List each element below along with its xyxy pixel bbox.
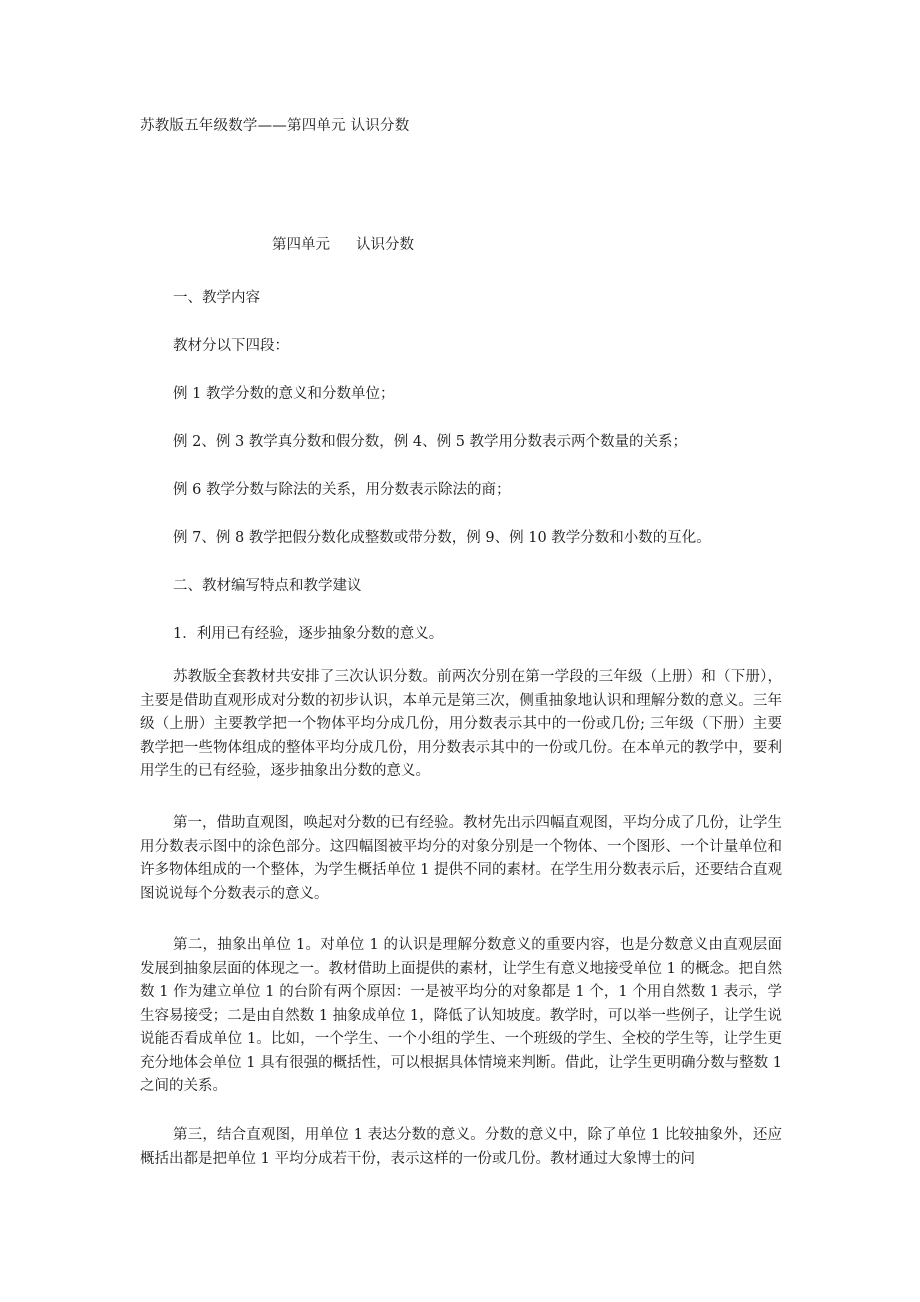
text-line: 例 6 教学分数与除法的关系，用分数表示除法的商；: [173, 482, 511, 498]
text-line: 教材分以下四段：: [173, 338, 289, 354]
section-heading-content: 一、教学内容: [173, 290, 260, 306]
paragraph: 第二，抽象出单位 1。对单位 1 的认识是理解分数意义的重要内容，也是分数意义由直观层面发展到抽象层面的体现之一。教材借助上面提供的素材，让学生有意义地接受单位 1 的概念。把自然数 1 作为建立单位 1 的台阶有两个原因：一是被平均分的对象都是 1 个，1 个用自然数 1 表示，学生容易接受；二是由自然数 1 抽象成单位 1，降低了认知坡度。教学时，可以举一些例子，让学生说说能否看成单位 1。比如，一个学生、一个小组的学生、一个班级的学生、全校的学生等，让学生更充分地体会单位 1 具有很强的概括性，可以根据具体情境来判断。借此，让学生更明确分数与整数 1 之间的关系。: [140, 937, 782, 1094]
unit-number: 第四单元: [272, 237, 330, 253]
unit-title: [272, 233, 414, 254]
document-header: 苏教版五年级数学——第四单元 认识分数: [140, 118, 410, 134]
text-line: 例 1 教学分数的意义和分数单位；: [173, 386, 395, 402]
subsection-heading: 1．利用已有经验，逐步抽象分数的意义。: [173, 626, 444, 642]
paragraph: 苏教版全套教材共安排了三次认识分数。前两次分别在第一学段的三年级（上册）和（下册），主要是借助直观形成对分数的初步认识，本单元是第三次，侧重抽象地认识和理解分数的意义。三年级（上册）主要教学把一个物体平均分成几份，用分数表示其中的一份或几份; 三年级（下册）主要教学把一些物体组成的整体平均分成几份，用分数表示其中的一份或几份。在本单元的教学中，要利用学生的已有经验，逐步抽象出分数的意义。: [140, 669, 782, 779]
paragraph: 第一，借助直观图，唤起对分数的已有经验。教材先出示四幅直观图，平均分成了几份，让学生用分数表示图中的涂色部分。这四幅图被平均分的对象分别是一个物体、一个图形、一个计量单位和许多物体组成的一个整体，为学生概括单位 1 提供不同的素材。在学生用分数表示后，还要结合直观图说说每个分数表示的意义。: [140, 815, 782, 902]
unit-topic: 认识分数: [356, 237, 414, 253]
text-line: 例 7、例 8 教学把假分数化成整数或带分数，例 9、例 10 教学分数和小数的互化。: [173, 530, 711, 546]
text-line: 例 2、例 3 教学真分数和假分数，例 4、例 5 教学用分数表示两个数量的关系；: [173, 434, 688, 450]
section-heading-features: 二、教材编写特点和教学建议: [173, 578, 362, 594]
paragraph: 第三，结合直观图，用单位 1 表达分数的意义。分数的意义中，除了单位 1 比较抽象外，还应概括出都是把单位 1 平均分成若干份，表示这样的一份或几份。教材通过大象博士的问: [140, 1127, 782, 1167]
